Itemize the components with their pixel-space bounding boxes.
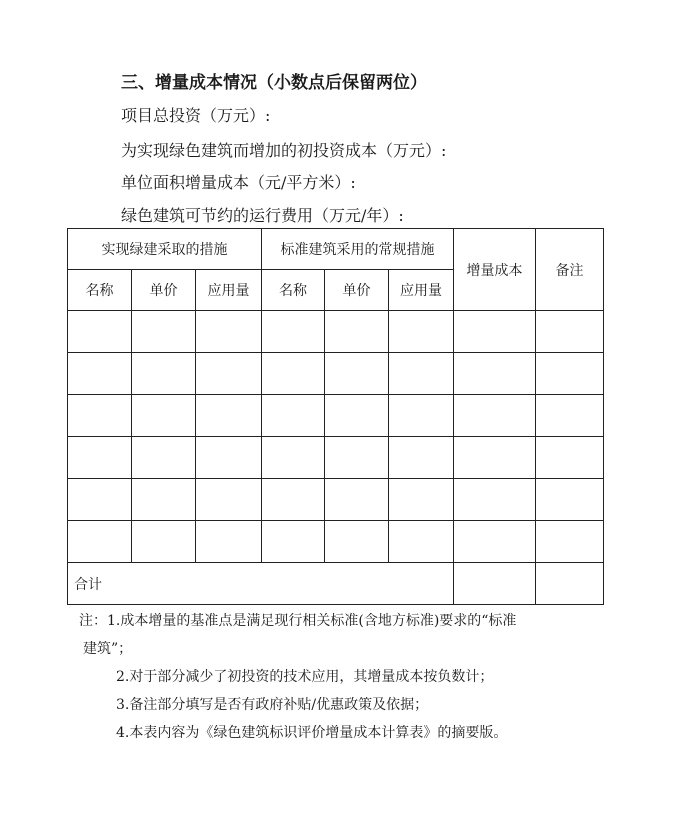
table-cell[interactable] [325, 353, 389, 395]
table-cell[interactable] [536, 437, 604, 479]
table-cell[interactable] [389, 521, 454, 563]
note-4: 4.本表内容为《绿色建筑标识评价增量成本计算表》的摘要版。 [116, 725, 508, 741]
table-cell[interactable] [389, 437, 454, 479]
field-green-initial-cost: 为实现绿色建筑而增加的初投资成本（万元）: [121, 141, 447, 160]
note-2: 2.对于部分减少了初投资的技术应用，其增量成本按负数计； [116, 669, 494, 685]
table-cell[interactable] [68, 437, 132, 479]
table-cell[interactable] [132, 311, 196, 353]
total-remarks-cell[interactable] [536, 563, 604, 605]
table-cell[interactable] [196, 521, 262, 563]
table-cell[interactable] [68, 311, 132, 353]
table-cell[interactable] [389, 311, 454, 353]
table-cell[interactable] [132, 353, 196, 395]
header-standard-unit-price: 单价 [325, 270, 389, 311]
header-incremental-cost: 增量成本 [454, 229, 536, 311]
incremental-cost-table [67, 228, 604, 605]
note-3: 3.备注部分填写是否有政府补贴/优惠政策及依据； [116, 697, 429, 713]
table-cell[interactable] [325, 479, 389, 521]
field-operating-savings: 绿色建筑可节约的运行费用（万元/年）: [121, 206, 404, 225]
header-green-name: 名称 [68, 270, 132, 311]
table-cell[interactable] [68, 521, 132, 563]
field-unit-area-cost: 单位面积增量成本（元/平方米）: [121, 173, 356, 192]
section-title: 三、增量成本情况（小数点后保留两位） [121, 73, 427, 93]
total-row [68, 563, 604, 605]
header-standard-quantity: 应用量 [389, 270, 454, 311]
header-standard-measures: 标准建筑采用的常规措施 [262, 229, 454, 270]
table-cell[interactable] [196, 395, 262, 437]
table-cell[interactable] [325, 437, 389, 479]
table-cell[interactable] [262, 521, 325, 563]
table-cell[interactable] [262, 479, 325, 521]
table-cell[interactable] [68, 395, 132, 437]
note-1-continued: 建筑”； [83, 641, 133, 657]
table-cell[interactable] [454, 311, 536, 353]
table-row [68, 521, 604, 563]
table-cell[interactable] [536, 395, 604, 437]
table-cell[interactable] [536, 521, 604, 563]
table-cell[interactable] [196, 479, 262, 521]
table-cell[interactable] [389, 353, 454, 395]
table-cell[interactable] [536, 311, 604, 353]
table-cell[interactable] [68, 479, 132, 521]
table-cell[interactable] [262, 395, 325, 437]
table-cell[interactable] [262, 437, 325, 479]
table-row [68, 395, 604, 437]
table-cell[interactable] [132, 521, 196, 563]
notes [79, 607, 599, 747]
table-cell[interactable] [389, 479, 454, 521]
table-cell[interactable] [454, 395, 536, 437]
table-cell[interactable] [132, 395, 196, 437]
table-cell[interactable] [262, 311, 325, 353]
note-1: 注：1.成本增量的基准点是满足现行相关标准(含地方标准)要求的“标准 [79, 613, 517, 629]
total-label: 合计 [68, 563, 454, 605]
header-standard-name: 名称 [262, 270, 325, 311]
table-cell[interactable] [196, 311, 262, 353]
table-cell[interactable] [454, 353, 536, 395]
table-row [68, 479, 604, 521]
table-cell[interactable] [536, 353, 604, 395]
table-cell[interactable] [196, 437, 262, 479]
table-row [68, 353, 604, 395]
table-cell[interactable] [454, 521, 536, 563]
table-cell[interactable] [536, 479, 604, 521]
table-row [68, 311, 604, 353]
header-remarks: 备注 [536, 229, 604, 311]
header-row-group [68, 229, 604, 270]
table-cell[interactable] [325, 395, 389, 437]
table-cell[interactable] [389, 395, 454, 437]
header-green-measures: 实现绿建采取的措施 [68, 229, 262, 270]
table-cell[interactable] [132, 437, 196, 479]
total-incremental-cost-cell[interactable] [454, 563, 536, 605]
table-cell[interactable] [262, 353, 325, 395]
table-cell[interactable] [454, 479, 536, 521]
table-cell[interactable] [325, 521, 389, 563]
header-green-unit-price: 单价 [132, 270, 196, 311]
header-green-quantity: 应用量 [196, 270, 262, 311]
table-cell[interactable] [68, 353, 132, 395]
field-total-investment: 项目总投资（万元）: [121, 106, 271, 125]
table-row [68, 437, 604, 479]
table-cell[interactable] [132, 479, 196, 521]
table-body [68, 311, 604, 563]
table-cell[interactable] [325, 311, 389, 353]
table-cell[interactable] [454, 437, 536, 479]
table-cell[interactable] [196, 353, 262, 395]
